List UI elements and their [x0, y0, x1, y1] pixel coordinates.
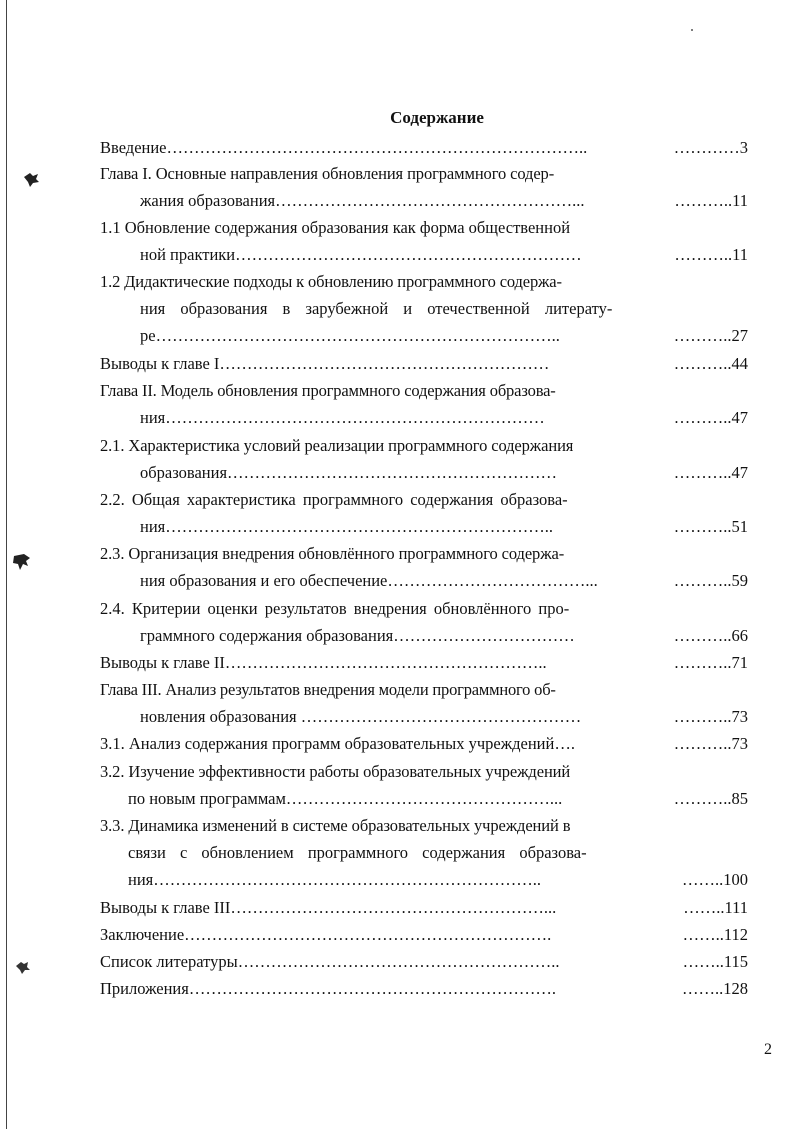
toc-entry-text: жания образования………………………………………………...	[140, 191, 585, 210]
toc-entry-page: ……..111	[683, 898, 748, 917]
toc-entry-page: ………..47	[673, 463, 748, 482]
toc-entry-page: …………3	[673, 138, 748, 157]
toc-entry-text: Глава II. Модель обновления программного содержания образова-	[100, 381, 556, 400]
speck-1	[24, 173, 39, 187]
toc-entry-page: ……..112	[682, 925, 748, 944]
toc-entry-text: 3.1. Анализ содержания программ образовательных учреждений….	[100, 734, 575, 753]
toc-entry-text: ре………………………………………………………………..	[140, 326, 560, 345]
toc-entry-text: по новым программам…………………………………………...	[128, 789, 563, 808]
toc-entry-text: 3.3. Динамика изменений в системе образовательных учреждений в	[100, 816, 571, 835]
toc-entry-text: Заключение………………………………………………………….	[100, 925, 552, 944]
toc-entry-text: ния образования в зарубежной и отечественной литерату-	[140, 299, 613, 318]
toc-entry-text: Введение…………………………………………………………………..	[100, 138, 588, 157]
toc-entry-text: 3.2. Изучение эффективности работы образовательных учреждений	[100, 762, 571, 781]
toc-entry-page: ……..115	[682, 952, 748, 971]
toc-entry-text: ния……………………………………………………………..	[140, 517, 553, 536]
toc-entry-text: 2.2. Общая характеристика программного содержания образова-	[100, 490, 568, 509]
toc-entry-page: ………..11	[674, 191, 748, 210]
toc-entry-text: ния……………………………………………………………..	[128, 870, 541, 889]
toc-entry-page: ……..100	[682, 870, 748, 889]
toc-entry-text: граммного содержания образования……………………………	[140, 626, 575, 645]
toc-entry-text: Выводы к главе I……………………………………………………	[100, 354, 550, 373]
toc-entry-page: ………..66	[673, 626, 748, 645]
speck-3	[16, 962, 30, 974]
toc-entry-text: новления образования ……………………………………………	[140, 707, 582, 726]
toc-entry-text: Список литературы…………………………………………………..	[100, 952, 560, 971]
toc-entry-page: ………..11	[674, 245, 748, 264]
toc-entry-page: ………..44	[673, 354, 748, 373]
toc-entry-page: ………..71	[673, 653, 748, 672]
toc-entry-page: ………..73	[673, 707, 748, 726]
toc-entry-text: 1.2 Дидактические подходы к обновлению программного содержа-	[100, 272, 562, 291]
toc-entry-text: Глава I. Основные направления обновления программного содер-	[100, 164, 555, 183]
toc-entry-text: 2.1. Характеристика условий реализации программного содержания	[100, 436, 574, 455]
toc-entry-text: связи с обновлением программного содержания образова-	[128, 843, 587, 862]
toc-entry-text: Выводы к главе II…………………………………………………..	[100, 653, 547, 672]
toc-entry-text: ния……………………………………………………………	[140, 408, 545, 427]
toc-entry-text: Выводы к главе III…………………………………………………...	[100, 898, 557, 917]
toc-entry-page: ……..128	[682, 979, 748, 998]
toc-entry-text: ния образования и его обеспечение………………………………...	[140, 571, 598, 590]
speck-2	[13, 554, 30, 570]
speck-4	[691, 29, 693, 31]
toc-entry-text: Приложения………………………………………………………….	[100, 979, 556, 998]
toc-entry-page: ………..47	[673, 408, 748, 427]
toc-entry-text: 2.3. Организация внедрения обновлённого программного содержа-	[100, 544, 565, 563]
toc-entry-text: Глава III. Анализ результатов внедрения модели программного об-	[100, 680, 556, 699]
toc-entry-text: 2.4. Критерии оценки результатов внедрения обновлённого про-	[100, 599, 570, 618]
toc-entry-page: ………..59	[673, 571, 748, 590]
toc-title: Содержание	[390, 108, 484, 127]
toc-entry-page: ………..85	[673, 789, 748, 808]
toc-entry-text: 1.1 Обновление содержания образования как форма общественной	[100, 218, 571, 237]
toc-entry-page: ………..73	[673, 734, 748, 753]
page-number: 2	[764, 1041, 772, 1058]
toc-entry-page: ………..27	[673, 326, 748, 345]
toc-entry-text: образования……………………………………………………	[140, 463, 558, 482]
toc-entry-text: ной практики………………………………………………………	[140, 245, 582, 264]
toc-entry-page: ………..51	[673, 517, 748, 536]
